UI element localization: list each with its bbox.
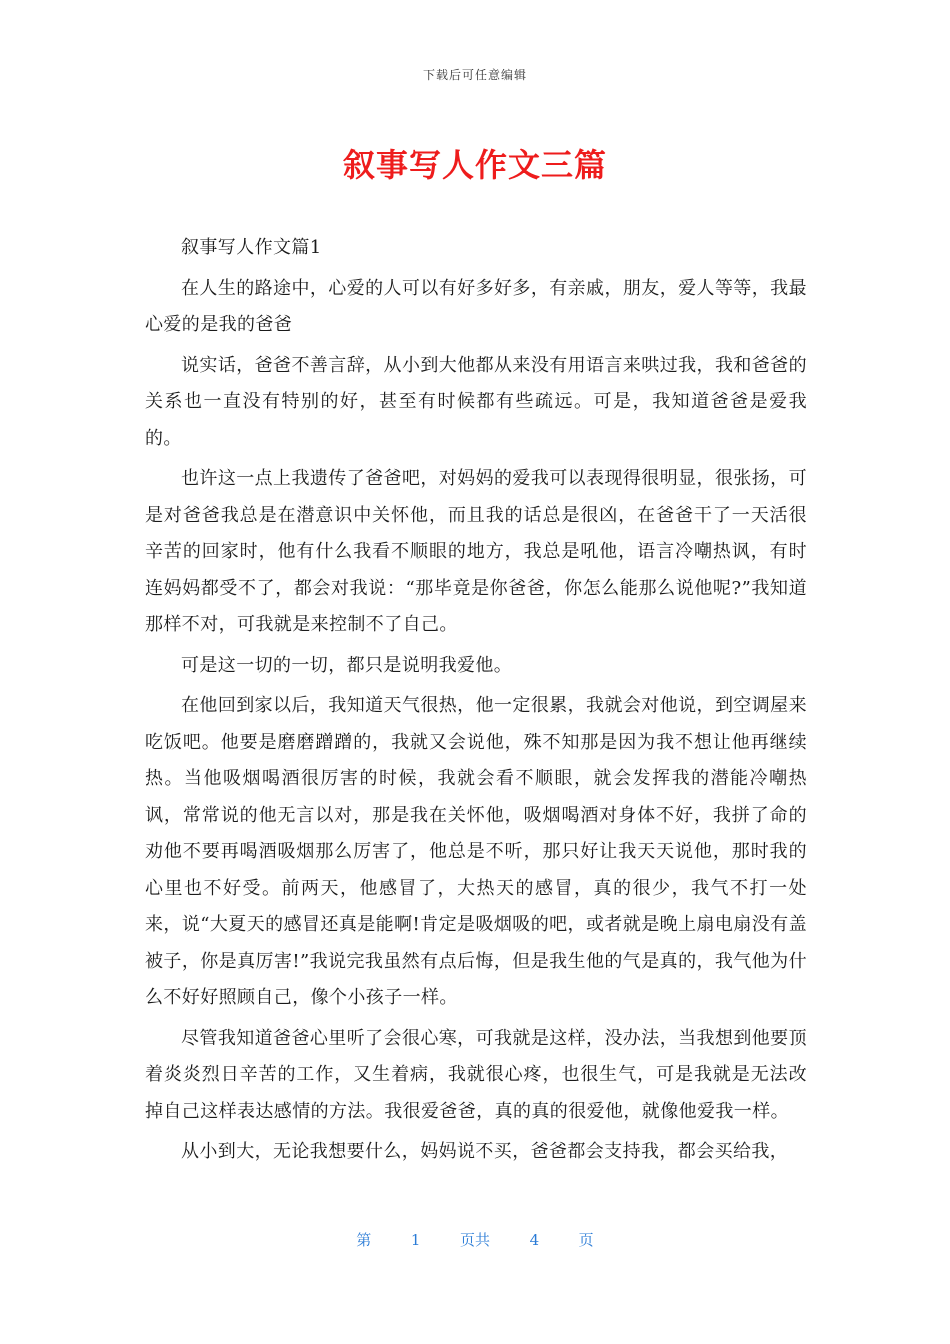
footer-suffix: 页 (578, 1231, 594, 1249)
document-title: 叙事写人作文三篇 (342, 146, 607, 184)
header-note: 下载后可任意编辑 (422, 68, 527, 82)
paragraph: 尽管我知道爸爸心里听了会很心寒，可我就是这样，没办法，当我想到他要顶着炎炎烈日辛苦的工作，又生着病，我就很心疼，也很生气，可是我就是无法改掉自己这样表达感情的方法。我很爱爸爸，真的真的很爱他，就像他爱我一样。 (145, 1027, 807, 1122)
footer-page-number: 1 (410, 1231, 421, 1249)
paragraph: 在他回到家以后，我知道天气很热，他一定很累，我就会对他说，到空调屋来吃饭吧。他要是磨磨蹭蹭的，我就又会说他，殊不知那是因为我不想让他再继续热。当他吸烟喝酒很厉害的时候，我就会看不顺眼，就会发挥我的潜能冷嘲热讽，常常说的他无言以对，那是我在关怀他，吸烟喝酒对身体不好，我拼了命的劝他不要再喝酒吸烟那么厉害了，他总是不听，那只好让我天天说他，那时我的心里也不好受。前两天，他感冒了，大热天的感冒，真的很少，我气不打一处来，说“大夏天的感冒还真是能啊!肯定是吸烟吸的吧，或者就是晚上扇电扇没有盖被子，你是真厉害!”我说完我虽然有点后悔，但是我生他的气是真的，我气他为什么不好好照顾自己，像个小孩子一样。 (145, 695, 807, 1008)
section-heading: 叙事写人作文篇1 (181, 237, 322, 258)
footer-prefix: 第 (356, 1231, 372, 1249)
page-footer (0, 1229, 950, 1250)
paragraph: 从小到大，无论我想要什么，妈妈说不买，爸爸都会支持我，都会买给我， (181, 1141, 789, 1162)
footer-total-pages: 4 (529, 1231, 540, 1249)
document-body (145, 230, 807, 1175)
paragraph: 在人生的路途中，心爱的人可以有好多好多，有亲戚，朋友，爱人等等，我最心爱的是我的爸爸 (145, 277, 807, 335)
paragraph: 说实话，爸爸不善言辞，从小到大他都从来没有用语言来哄过我，我和爸爸的关系也一直没有特别的好，甚至有时候都有些疏远。可是，我知道爸爸是爱我的。 (145, 354, 807, 449)
paragraph: 可是这一切的一切，都只是说明我爱他。 (181, 654, 513, 676)
paragraph: 也许这一点上我遗传了爸爸吧，对妈妈的爱我可以表现得很明显，很张扬，可是对爸爸我总是在潜意识中关怀他，而且我的话总是很凶，在爸爸干了一天活很辛苦的回家时，他有什么我看不顺眼的地方，我总是吼他，语言冷嘲热讽，有时连妈妈都受不了，都会对我说：“那毕竟是你爸爸，你怎么能那么说他呢?”我知道那样不对，可我就是来控制不了自己。 (145, 468, 807, 635)
footer-middle: 页共 (459, 1231, 490, 1249)
